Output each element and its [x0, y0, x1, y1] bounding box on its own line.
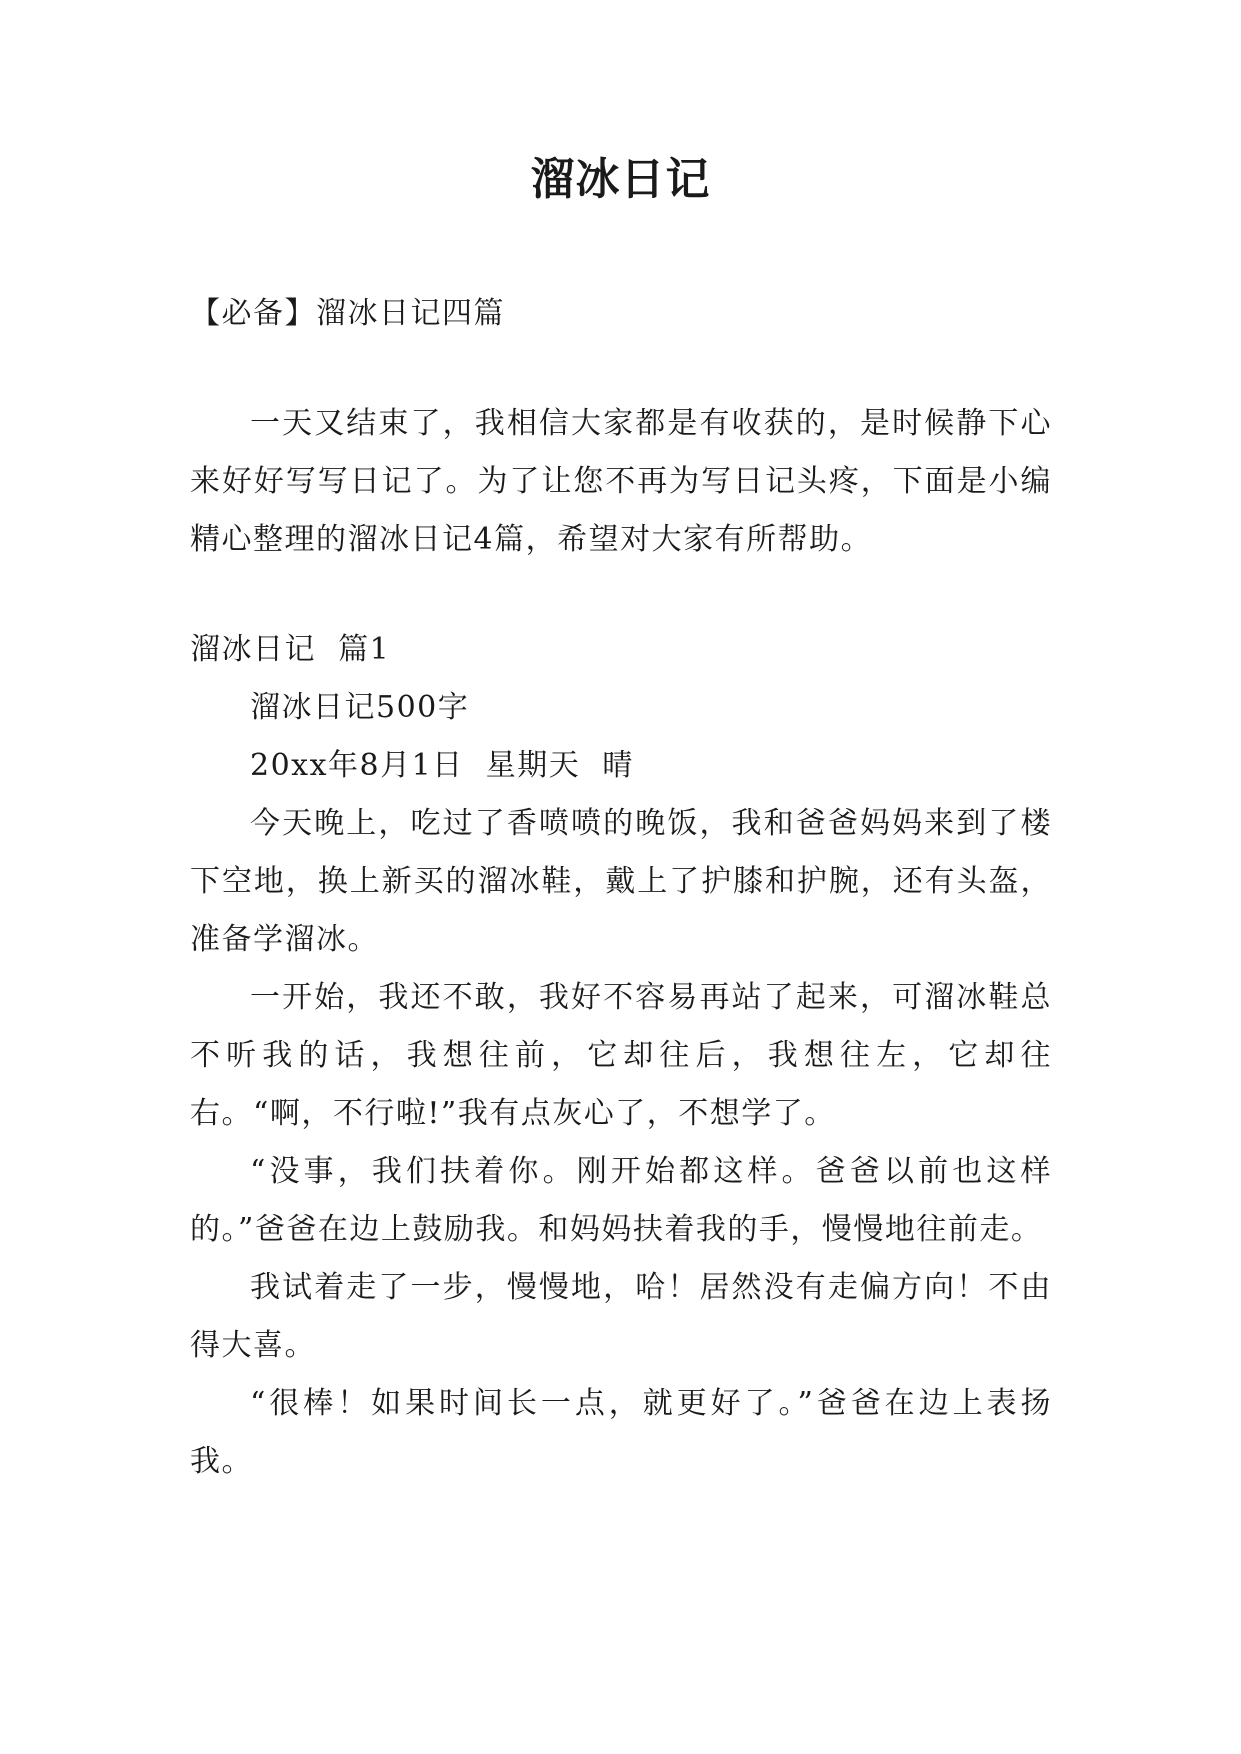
paragraph-body: “没事，我们扶着你。刚开始都这样。爸爸以前也这样的。”爸爸在边上鼓励我。和妈妈扶着我的手，慢慢地往前走。	[190, 1154, 1052, 1247]
paragraph-body: 今天晚上，吃过了香喷喷的晚饭，我和爸爸妈妈来到了楼下空地，换上新买的溜冰鞋，戴上了护膝和护腕，还有头盔，准备学溜冰。	[190, 806, 1052, 957]
paragraph-date-line: 20xx年8月1日 星期天 晴	[250, 748, 634, 783]
paragraph-body: 一开始，我还不敢，我好不容易再站了起来，可溜冰鞋总不听我的话，我想往前，它却往后，我想往左，它却往右。“啊，不行啦!”我有点灰心了，不想学了。	[190, 980, 1052, 1131]
paragraph-body: 我试着走了一步，慢慢地，哈！居然没有走偏方向！不由得大喜。	[190, 1270, 1052, 1363]
section-heading: 溜冰日记 篇1	[190, 632, 391, 667]
document-title: 溜冰日记	[530, 154, 711, 205]
document-subtitle: 【必备】溜冰日记四篇	[190, 296, 505, 331]
document-body	[190, 285, 1052, 1491]
intro-paragraph: 一天又结束了，我相信大家都是有收获的，是时候静下心来好好写写日记了。为了让您不再为写日记头疼，下面是小编精心整理的溜冰日记4篇，希望对大家有所帮助。	[190, 406, 1052, 557]
paragraph-word-count: 溜冰日记500字	[250, 690, 470, 725]
paragraph-body: “很棒！如果时间长一点，就更好了。”爸爸在边上表扬我。	[190, 1386, 1052, 1479]
